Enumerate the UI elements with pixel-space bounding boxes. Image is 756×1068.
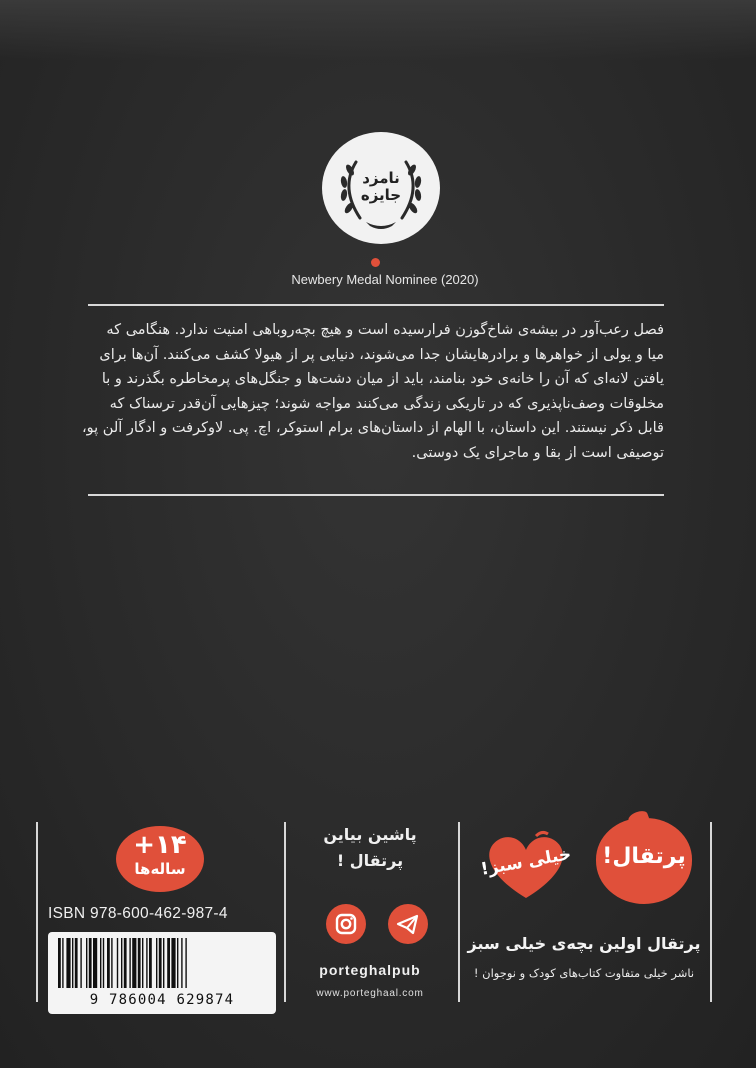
social-handle[interactable]: porteghalpub <box>319 962 421 978</box>
heart-logo-text: خیلی سبز! <box>479 844 573 880</box>
barcode-bar <box>185 938 186 988</box>
social-heading-line-2: پرتقال ! <box>336 851 404 870</box>
synopsis-line: مخلوقات وصف‌ناپذیری که در تاریکی زندگی می‌کنند مواجه شوند؛ چیزهایی آن‌قدر ترسناک که <box>109 395 664 412</box>
barcode-bar <box>124 938 127 988</box>
synopsis-line: فصل رعب‌آور در بیشه‌ی شاخ‌گوزن فرارسیده است و هیچ بچه‌روباهی امنیت ندارد. هنگامی که <box>106 322 664 338</box>
synopsis-line: میا و یولی از خواهرها و برادرهایشان جدا می‌شوند، دنیایی پر از هیولا کشف می‌کنند. آن‌ها برای <box>99 346 664 363</box>
age-rating-number: +۱۴ <box>133 830 187 860</box>
column-separator <box>284 822 286 1002</box>
barcode-bar <box>159 938 162 988</box>
social-heading <box>290 822 450 874</box>
barcode-bar <box>86 938 87 988</box>
publisher-tagline: ناشر خیلی متفاوت کتاب‌های کودک و نوجوان ! <box>473 966 695 980</box>
age-rating-label: ساله‌ها <box>134 860 186 878</box>
divider-bottom <box>88 494 664 496</box>
barcode-bar <box>163 938 164 988</box>
barcode-bars <box>54 938 270 990</box>
barcode <box>48 932 276 1014</box>
column-separator <box>710 822 712 1002</box>
barcode-bar <box>80 938 81 988</box>
barcode-bar <box>132 938 136 988</box>
publisher-logo <box>596 818 692 904</box>
barcode-bar <box>93 938 97 988</box>
barcode-bar <box>58 938 61 988</box>
telegram-icon[interactable] <box>388 904 428 944</box>
barcode-bar <box>177 938 178 988</box>
top-edge-shade <box>0 0 756 60</box>
publisher-logo-text: پرتقال! <box>602 844 686 869</box>
barcode-bar <box>138 938 141 988</box>
synopsis-line: قابل ذکر نیستند. این داستان، با الهام از داستان‌های برام استوکر، اچ. پی. لاوکرفت و ادگار آلن پو، <box>81 420 664 437</box>
award-badge <box>322 132 440 244</box>
barcode-bar <box>103 938 104 988</box>
badge-label <box>322 170 440 204</box>
column-separator <box>458 822 460 1002</box>
publisher-slogan: پرتقال اولین بچه‌ی خیلی سبز <box>467 934 701 953</box>
synopsis-line: یافتن لانه‌ای که آن را خانه‌ی خود بنامند، باید از میان دشت‌ها و جنگل‌های پرمخاطره بگذرند و با <box>101 371 664 388</box>
barcode-bar <box>100 938 101 988</box>
barcode-bar <box>89 938 92 988</box>
column-separator <box>36 822 38 1002</box>
heart-logo <box>476 828 576 902</box>
barcode-number: 9 786004 629874 <box>89 992 235 1008</box>
barcode-bar <box>121 938 122 988</box>
barcode-bar <box>171 938 175 988</box>
synopsis <box>81 318 664 466</box>
barcode-bar <box>142 938 143 988</box>
website-link[interactable]: www.porteghaal.com <box>316 988 424 999</box>
barcode-bar <box>146 938 147 988</box>
barcode-bar <box>181 938 182 988</box>
divider-top <box>88 304 664 306</box>
barcode-bar <box>117 938 118 988</box>
synopsis-line: توصیفی است از بقا و ماجرای یک دوستی. <box>411 444 664 461</box>
instagram-icon[interactable] <box>326 904 366 944</box>
barcode-bar <box>111 938 112 988</box>
barcode-bar <box>66 938 70 988</box>
accent-dot <box>371 258 380 267</box>
barcode-bar <box>72 938 73 988</box>
social-heading-line-1: پاشین بیاین <box>323 825 417 844</box>
badge-line-2: جایزه <box>360 186 402 204</box>
award-caption: Newbery Medal Nominee (2020) <box>291 272 479 287</box>
barcode-bar <box>75 938 78 988</box>
barcode-bar <box>156 938 157 988</box>
badge-line-1: نامزد <box>362 169 400 187</box>
barcode-bar <box>129 938 130 988</box>
barcode-bar <box>107 938 110 988</box>
barcode-bar <box>149 938 152 988</box>
barcode-bar <box>62 938 63 988</box>
age-rating-badge <box>116 826 204 892</box>
barcode-bar <box>167 938 170 988</box>
isbn-label: ISBN 978-600-462-987-4 <box>48 905 228 922</box>
